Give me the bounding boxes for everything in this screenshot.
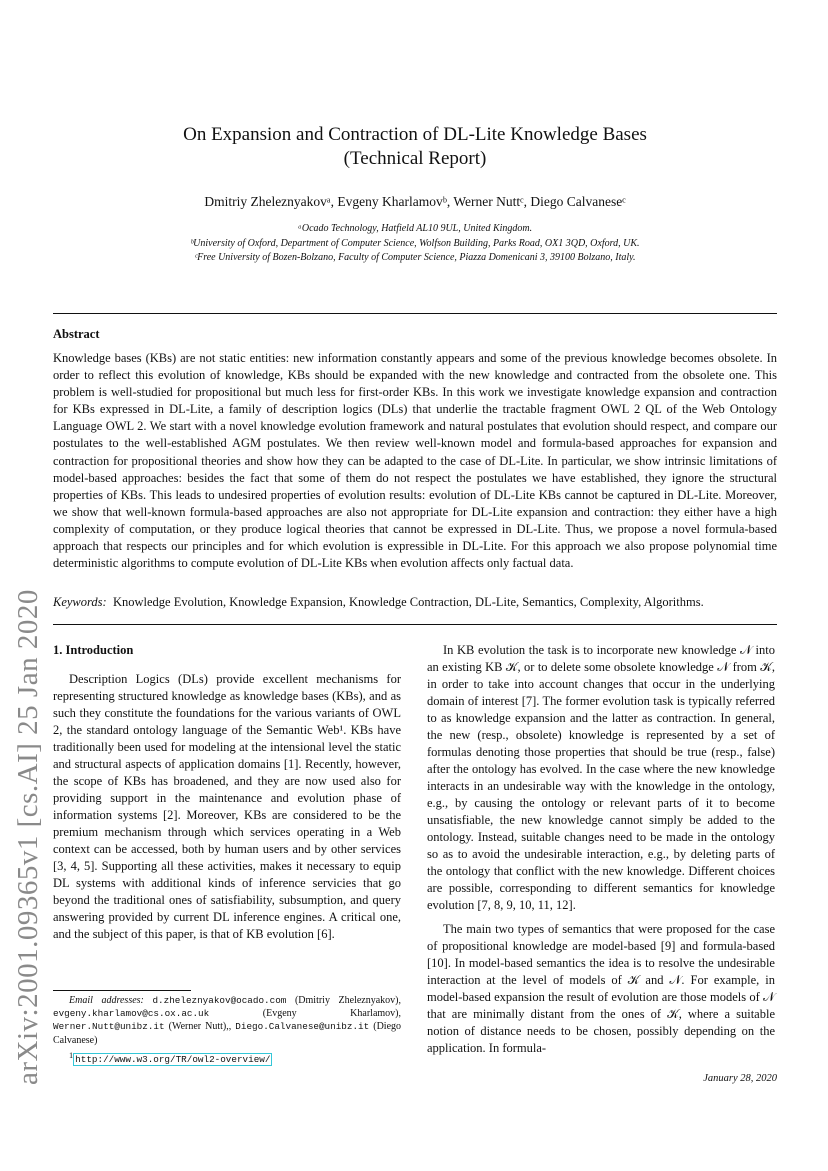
arxiv-stamp: arXiv:2001.09365v1 [cs.AI] 25 Jan 2020: [12, 589, 44, 1085]
intro-paragraph-1: Description Logics (DLs) provide excellent mechanisms for representing structured knowledge as knowledge bases (KBs), and as such they constitute the foundations for the various variants of OWL 2, the standard ontology language of the Semantic Web¹. KBs have traditionally been used for modeling at the intensional level the static and structural aspects of application domains [1]. Recently, however, the scope of KBs has broadened, and they are now used also for providing support in the maintenance and evolution phase of information systems [2]. Moreover, KBs are considered to be the premium mechanism through which services operating in a Web context can be accessed, both by human users and by other services [3, 4, 5]. Supporting all these activities, makes it necessary to equip DL systems with additional kinds of inference servicies that go beyond the traditional ones of satisfiability, subsumption, and query answering provided by current DL inference engines. A critical one, and the subject of this paper, is that of KB evolution [6].: [53, 672, 401, 941]
email-link-nutt[interactable]: Werner.Nutt@unibz.it: [53, 1021, 165, 1033]
title-line-1: On Expansion and Contraction of DL-Lite Knowledge Bases: [183, 124, 647, 145]
affiliations: [53, 222, 777, 266]
affiliation-b: ᵇUniversity of Oxford, Department of Computer Science, Wolfson Building, Parks Road, OX1 3QD, Oxford, UK.: [190, 237, 640, 249]
footnote-1: [53, 1049, 401, 1067]
preprint-date: January 28, 2020: [703, 1073, 777, 1084]
intro-paragraph-2: In KB evolution the task is to incorporate new knowledge 𝒩 into an existing KB 𝒦, or to delete some obsolete knowledge 𝒩 from 𝒦, in order to take into account changes that occur in the underlying domain of interest [7]. The former evolution task is typically referred to as knowledge expansion and the latter as contraction. In general, the new (resp., obsolete) knowledge is represented by a set of formulas denoting those properties that should be true (resp., false) after the ontology has evolved. In the case where the new knowledge interacts in an undesirable way with the knowledge in the ontology, e.g., by causing the ontology or relevant parts of it to become unsatisfiable, the new knowledge cannot simply be added to the ontology. Instead, suitable changes need to be made in the ontology so as to avoid the undesirable interaction, e.g., by deleting parts of the ontology that conflict with the new knowledge. Different choices are possible, corresponding to different semantics for knowledge evolution [7, 8, 9, 10, 11, 12].: [427, 643, 775, 912]
intro-paragraph-3: The main two types of semantics that were proposed for the case of propositional knowledge are model-based [9] and formula-based [10]. In model-based semantics the idea is to resolve the undesirable interaction at the level of models of 𝒦 and 𝒩. For example, in model-based expansion the result of evolution are those models of 𝒩 that are minimally distant from the ones of 𝒦, where a suitable notion of distance needs to be chosen, possibly depending on the application. In formula-: [427, 922, 775, 1055]
email-label: Email addresses:: [69, 995, 144, 1006]
footnote-1-mark: 1: [69, 1050, 74, 1060]
paper-title: [53, 123, 777, 171]
author-list: Dmitriy Zheleznyakovᵃ, Evgeny Kharlamovᵇ, Werner Nuttᶜ, Diego Calvaneseᶜ: [204, 194, 626, 209]
abstract-heading: Abstract: [53, 327, 100, 341]
left-column: [53, 642, 401, 943]
email-owner-calvanese: (Diego Calvanese): [53, 1021, 402, 1046]
right-column: [427, 642, 775, 1057]
footnote-1-url-link[interactable]: http://www.w3.org/TR/owl2-overview/: [75, 1054, 271, 1066]
email-link-calvanese[interactable]: Diego.Calvanese@unibz.it: [235, 1021, 370, 1033]
section-heading-introduction: 1. Introduction: [53, 643, 134, 657]
footnote-rule: [53, 990, 191, 991]
affiliation-c: ᶜFree University of Bozen-Bolzano, Faculty of Computer Science, Piazza Domenicani 3, 39100 Bolzano, Italy.: [194, 252, 636, 264]
email-owner-zheleznyakov: (Dmitriy Zheleznyakov),: [294, 995, 402, 1006]
email-owner-kharlamov: (Evgeny Kharlamov),: [262, 1008, 401, 1020]
keywords-label: Keywords:: [53, 595, 107, 609]
footnotes: [53, 994, 401, 1066]
affiliation-a: ᵃOcado Technology, Hatfield AL10 9UL, United Kingdom.: [297, 223, 533, 234]
email-link-kharlamov[interactable]: evgeny.kharlamov@cs.ox.ac.uk: [53, 1008, 210, 1020]
email-addresses: Email addresses: d.zheleznyakov@ocado.com (Dmitriy Zheleznyakov), evgeny.kharlamov@cs.ox.ac.uk (Evgeny Kharlamov), Werner.Nutt@unibz.it (Werner Nutt),, Diego.Calvanese@unibz.it (Diego Calvanese): [53, 995, 402, 1046]
title-line-2: (Technical Report): [343, 148, 487, 169]
keywords: [53, 595, 777, 610]
keywords-text: Knowledge Evolution, Knowledge Expansion, Knowledge Contraction, DL-Lite, Semantics, Complexity, Algorithms.: [112, 595, 704, 609]
top-rule: [53, 313, 777, 314]
email-owner-nutt: (Werner Nutt),: [168, 1021, 229, 1033]
keywords-rule: [53, 624, 777, 625]
email-link-zheleznyakov[interactable]: d.zheleznyakov@ocado.com: [152, 995, 287, 1006]
abstract-text: Knowledge bases (KBs) are not static entities: new information constantly appears and some of the previous knowledge becomes obsolete. In order to reflect this evolution of knowledge, KBs should be expanded with the new knowledge and contracted from the obsolete one. This problem is well-studied for propositional but much less for first-order KBs. In this work we investigate knowledge expansion and contraction for KBs expressed in DL-Lite, a family of description logics (DLs) that underlie the tractable fragment OWL 2 QL of the Web Ontology Language OWL 2. We start with a novel knowledge evolution framework and natural postulates that evolution should respect, and compare our postulates to the well-established AGM postulates. We then review well-known model and formula-based approaches for expansion and contraction for propositional theories and show how they can be adapted to the case of DL-Lite. In particular, we show intrinsic limitations of model-based approaches: besides the fact that some of them do not respect the postulates we have established, they ignore the structural properties of KBs. This leads to undesired properties of evolution results: evolution of DL-Lite KBs cannot be captured in DL-Lite. Moreover, we show that well-known formula-based approaches are also not appropriate for DL-Lite expansion and contraction: they either have a high complexity of computation, or they produce logical theories that cannot be expressed in DL-Lite. Thus, we propose a novel formula-based approach that respects our principles and for which evolution is expressible in DL-Lite. For this approach we also propose polynomial time deterministic algorithms to compute evolution of DL-Lite KBs when evolution affects only factual data.: [53, 351, 777, 571]
